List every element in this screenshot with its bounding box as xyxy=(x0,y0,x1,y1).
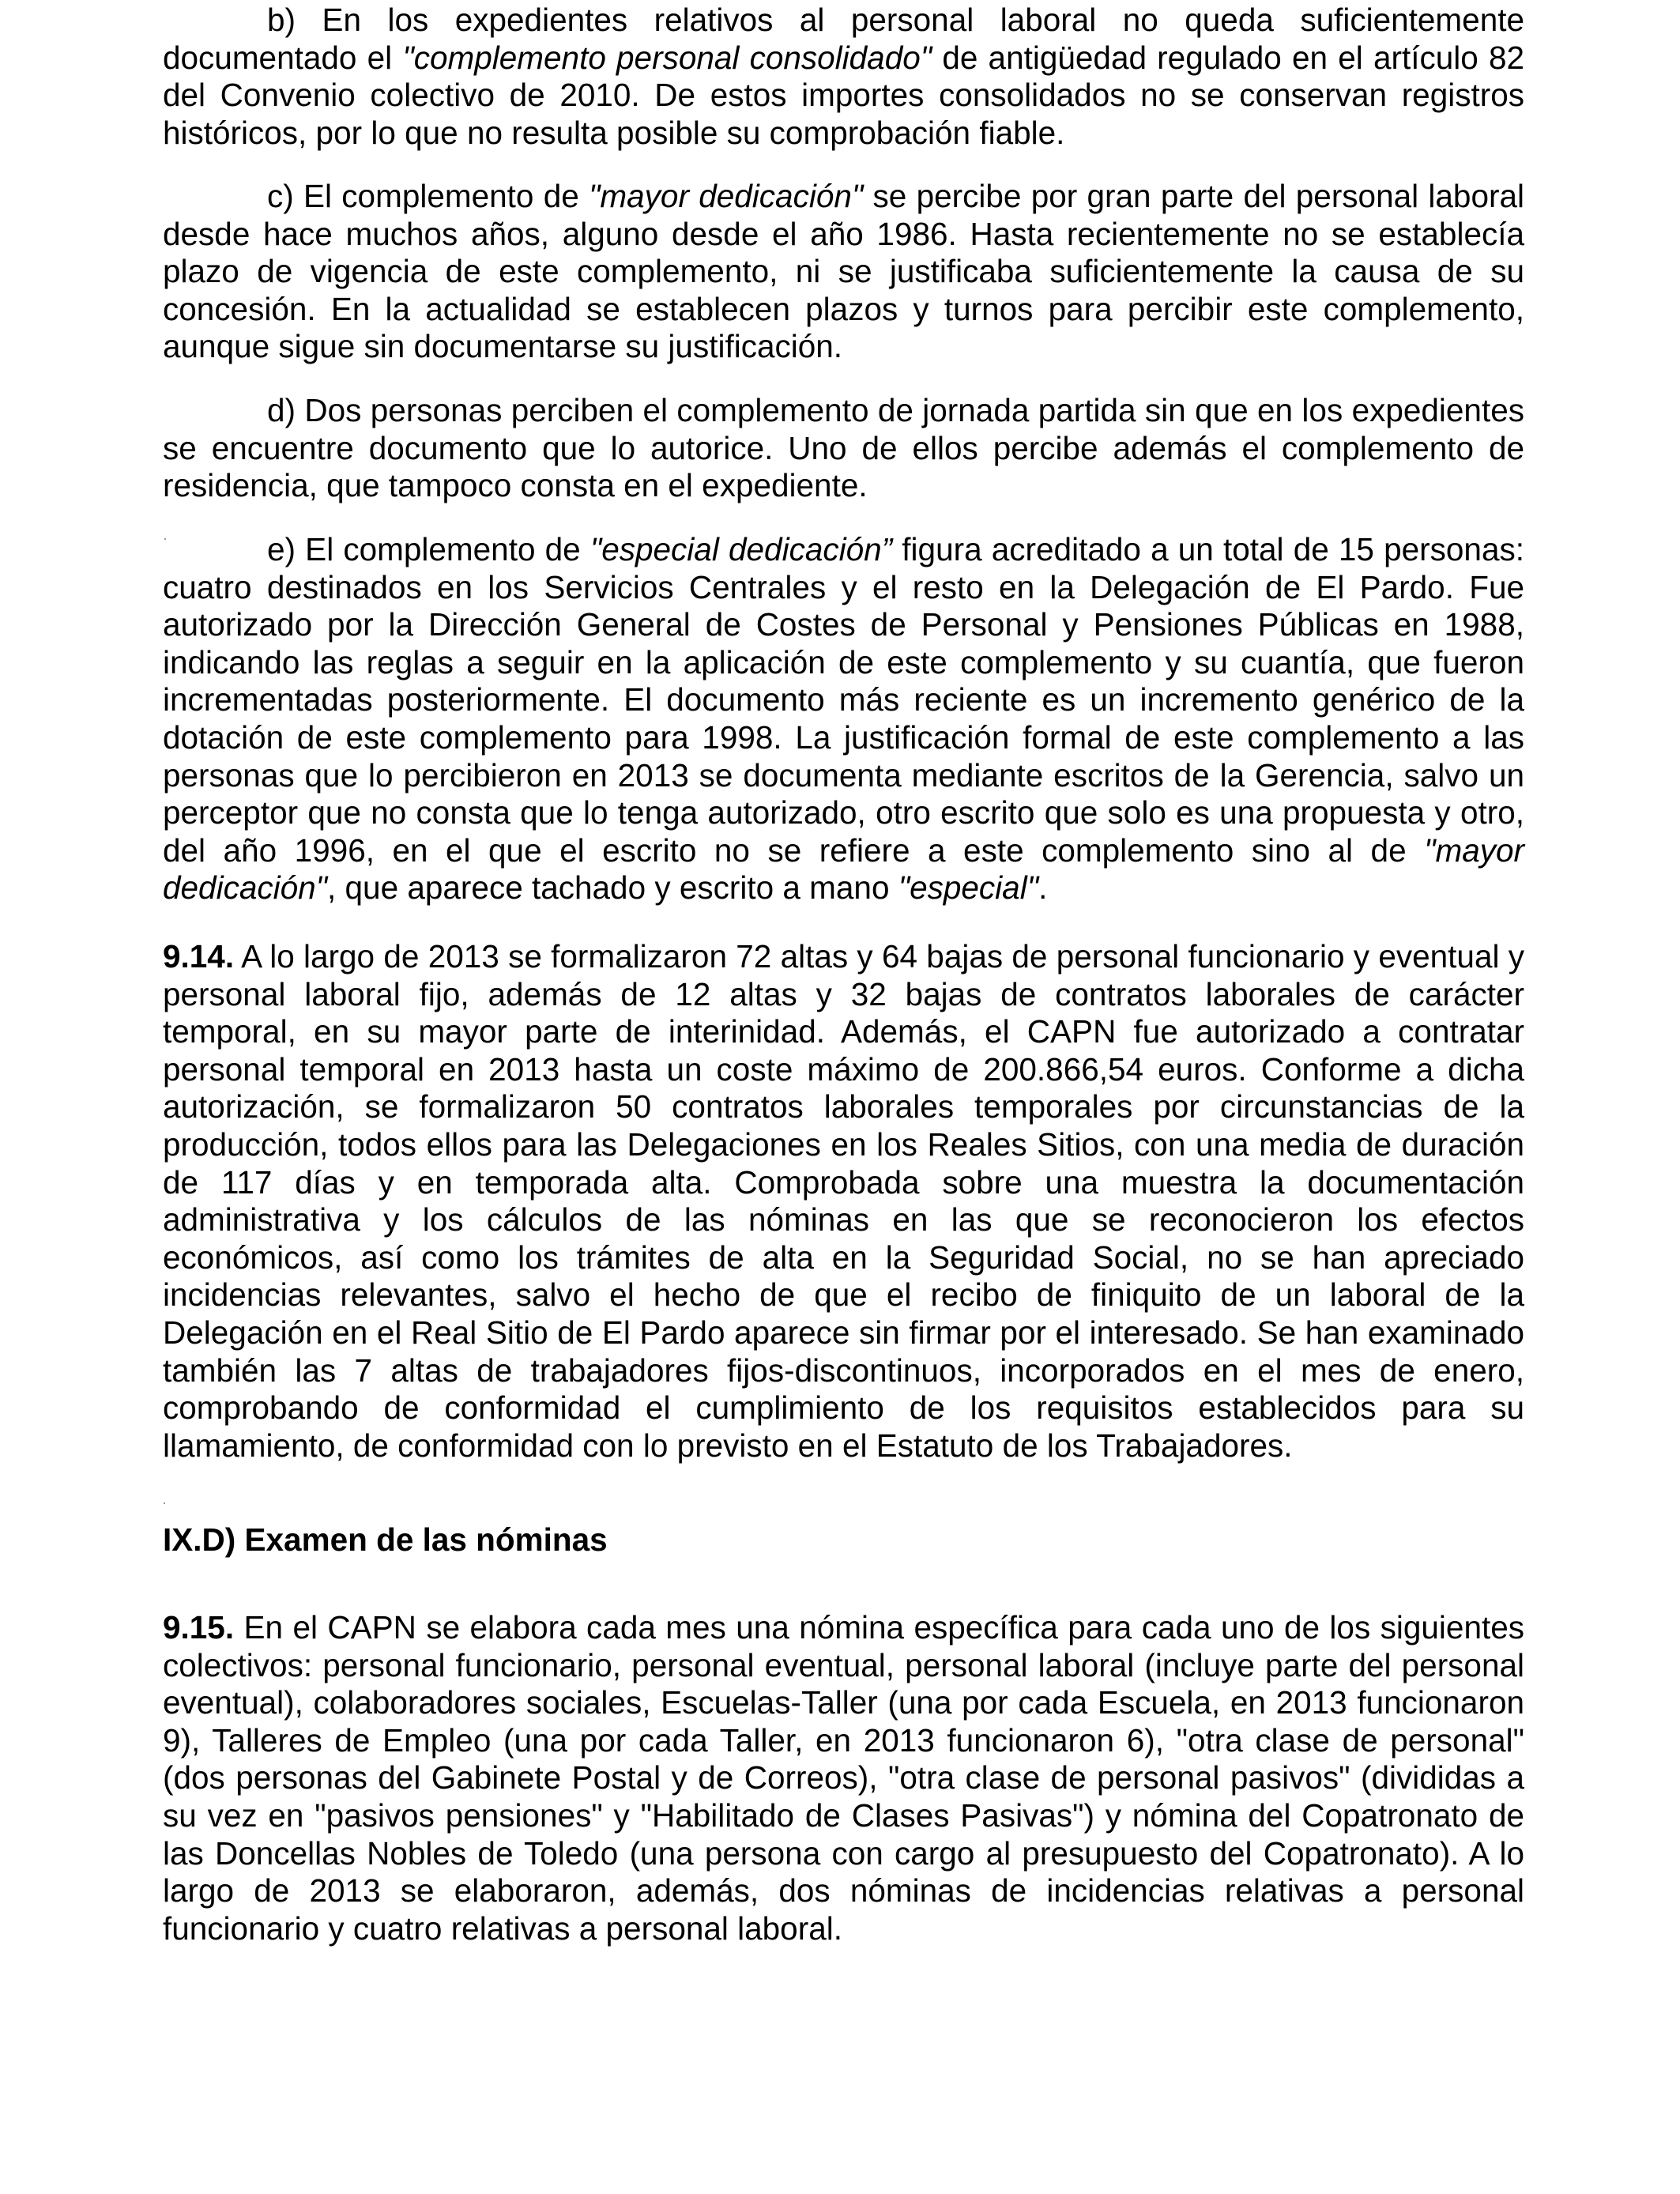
italic-term: "mayor dedicación" xyxy=(163,831,1524,907)
section-heading: IX.D) Examen de las nóminas xyxy=(163,1521,608,1558)
scan-speck xyxy=(164,538,166,540)
italic-term: "mayor dedicación" xyxy=(589,178,864,214)
paragraph-e: e) El complemento de "especial dedicación” figura acreditado a un total de 15 personas: cuatro destinados en los Servicios Centrales y el resto en la Delegación de El Pardo. Fue autorizado por la Dirección General de Costes de Personal y Pensiones Públicas en 1988, indicando las reglas a seguir en la aplicación de este complemento y su cuantía, que fueron incrementadas posteriormente. El documento más reciente es un incremento genérico de la dotación de este complemento para 1998. La justificación formal de este complemento a las personas que lo percibieron en 2013 se documenta mediante escritos de la Gerencia, salvo un perceptor que no consta que lo tenga autorizado, otro escrito que solo es una propuesta y otro, del año 1996, en el que el escrito no se refiere a este complemento sino al de "mayor dedicación", que aparece tachado y escrito a mano "especial". xyxy=(163,531,1524,907)
paragraph-number: 9.15. xyxy=(163,1609,235,1646)
italic-term: "complemento personal consolidado" xyxy=(402,39,932,76)
paragraph-b: b) En los expedientes relativos al personal laboral no queda suficientemente documentado el "complemento personal consolidado" de antigüedad regulado en el artículo 82 del Convenio colectivo de 2010. De estos importes consolidados no se conservan registros históricos, por lo que no resulta posible su comprobación fiable. xyxy=(163,2,1524,151)
italic-term: "especial" xyxy=(898,869,1039,907)
paragraph-d: d) Dos personas perciben el complemento de jornada partida sin que en los expedientes se encuentre documento que lo autorice. Uno de ellos percibe además el complemento de residencia, que tampoco consta en el expediente. xyxy=(163,392,1524,504)
paragraph-c: c) El complemento de "mayor dedicación" se percibe por gran parte del personal laboral desde hace muchos años, alguno desde el año 1986. Hasta recientemente no se establecía plazo de vigencia de este complemento, ni se justificaba suficientemente la causa de su concesión. En la actualidad se establecen plazos y turnos para percibir este complemento, aunque sigue sin documentarse su justificación. xyxy=(163,178,1524,365)
paragraph-9-15: 9.15. En el CAPN se elabora cada mes una nómina específica para cada uno de los siguientes colectivos: personal funcionario, personal eventual, personal laboral (incluye parte del personal eventual), colaboradores sociales, Escuelas-Taller (una por cada Escuela, en 2013 funcionaron 9), Talleres de Empleo (una por cada Taller, en 2013 funcionaron 6), "otra clase de personal" (dos personas del Gabinete Postal y de Correos), "otra clase de personal pasivos" (divididas a su vez en "pasivos pensiones" y "Habilitado de Clases Pasivas") y nómina del Copatronato de las Doncellas Nobles de Toledo (una persona con cargo al presupuesto del Copatronato). A lo largo de 2013 se elaboraron, además, dos nóminas de incidencias relativas a personal funcionario y cuatro relativas a personal laboral. xyxy=(163,1609,1524,1947)
paragraph-number: 9.14. xyxy=(163,938,235,974)
paragraph-9-14: 9.14. A lo largo de 2013 se formalizaron 72 altas y 64 bajas de personal funcionario y eventual y personal laboral fijo, además de 12 altas y 32 bajas de contratos laborales de carácter temporal, en su mayor parte de interinidad. Además, el CAPN fue autorizado a contratar personal temporal en 2013 hasta un coste máximo de 200.866,54 euros. Conforme a dicha autorización, se formalizaron 50 contratos laborales temporales por circunstancias de la producción, todos ellos para las Delegaciones en los Reales Sitios, con una media de duración de 117 días y en temporada alta. Comprobada sobre una muestra la documentación administrativa y los cálculos de las nóminas en las que se reconocieron los efectos económicos, así como los trámites de alta en la Seguridad Social, no se han apreciado incidencias relevantes, salvo el hecho de que el recibo de finiquito de un laboral de la Delegación en el Real Sitio de El Pardo aparece sin firmar por el interesado. Se han examinado también las 7 altas de trabajadores fijos-discontinuos, incorporados en el mes de enero, comprobando de conformidad el cumplimiento de los requisitos establecidos para su llamamiento, de conformidad con lo previsto en el Estatuto de los Trabajadores. xyxy=(163,938,1524,1464)
scan-speck xyxy=(164,1502,165,1504)
italic-term: "especial dedicación” xyxy=(590,531,893,567)
